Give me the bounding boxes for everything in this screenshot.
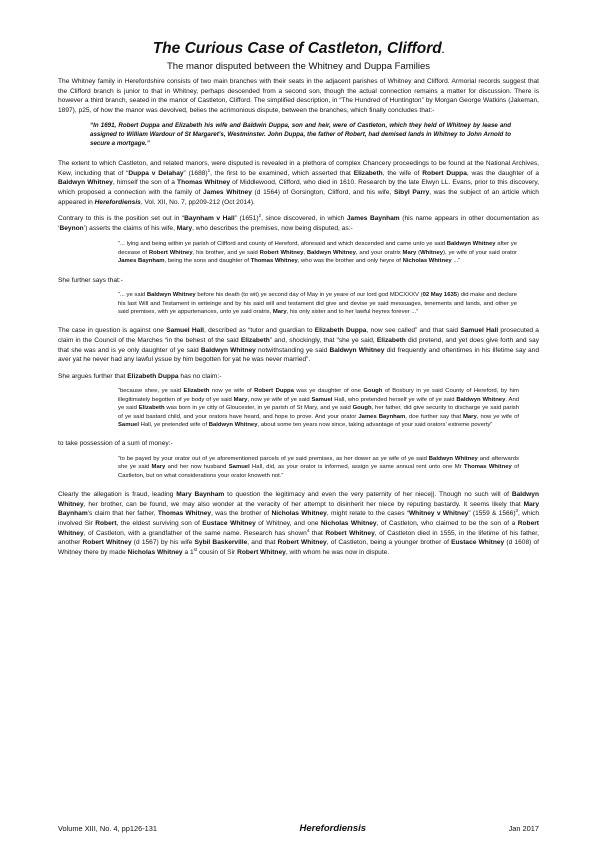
paragraph-no-claim: She argues further that Elizabeth Duppa has no claim:- xyxy=(58,372,222,380)
page-title: The Curious Case of Castleton, Clifford. xyxy=(152,40,445,57)
paragraph-baynham-v-hall: Contrary to this is the position set out in “Baynham v Hall” $(1651)^2$, since discovered, in which James Baynham (his name appears in other documentation as ‘Beynon’) asserts the claims of his wife, Mary, who describes the premises, now being disputed, as:- xyxy=(58,212,540,232)
page-footer xyxy=(58,823,539,834)
paragraph-sum-of-money: to take possession of a sum of money:- xyxy=(58,440,173,448)
footer-volume: Volume XIII, No. 4, pp126-131 xyxy=(58,824,158,833)
page-subtitle: The manor disputed between the Whitney and Duppa Families xyxy=(167,61,430,72)
paragraph-intro: The Whitney family in Herefordshire consists of two main branches with their seats in the adjacent parishes of Whitney and Clifford. Armorial records suggest that the Clifford branch is junior to that in Whitney, perhaps descended from a second son, though the actual connection remains a matter for discussion. There is however a third branch, seated in the manor of Castleton, Clifford. The simplified description, in “The Hundred of Huntington” by Morgan George Watkins (Jakeman, 1897), p25, of how the manor was devolved, belies the acrimonious dispute, between the branches, which finally concludes that:- xyxy=(58,78,539,114)
quote-premises: “... lying and being within ye parish of Clifford and county of Hereford, aforesaid and which descended and came unto ye said Baldwyn Whitney after ye decease of Robert Whitney, his brother, and ye said Robert Whitney, Baldwyn Whitney, and your oratrix Mary (Whitney), ye wife of your said orator James Baynham, being the sons and daughter of Thomas Whitney, who was the brother and only heyre of Nicholas Whitney ...” xyxy=(118,241,517,265)
paragraph-samuel-hall: The case in question is against one Samuel Hall, described as “tutor and guardian to Elizabeth Duppa, now see called” and that said Samuel Hall prosecuted a claim in the Council of the Marches “in the behest of the said Elizabeth” and, shockingly, that “she ye said, Elizabeth did pretend, and yet does give forth and say that she was and is ye only daughter of ye said Baldwyn Whitney notwithstanding ye said Baldwyn Whitney did frequently and oftentimes in his lifetime say and aver yat he never had any lawful yssue by him begotten for yat he was never married”. xyxy=(58,327,539,364)
quote-will: “... ye said Baldwyn Whitney before his death (to wit) ye second day of May in ye yeare of our lord god MDCXXXV (02 May 1635) did make and declare his last Will and Testament in writeinge and by his said will and testament did give and devise ye said messuages, tenements and lands, and other ye said premises, with ye appurtenances, unto ye said oratrix, Mary, his only sister and to her lawful heyres forever ...” xyxy=(118,292,518,315)
quote-gough: “because shee, ye said Elizabeth now ye wife of Robert Duppa was ye daughter of one Gough of Bosbury in ye said County of Hereford, by him illegitimately begotten of ye body of ye said Mary, now ye wife of ye said Samuel Hall, who pretended herself ye wife of ye said Baldwyn Whitney. And ye said Elizabeth was born in ye citty of Gloucester, in ye parish of St Mary, and ye said Gough, her father, did give security to discharge ye said parish of ye said bastard child, and your orators have heard, and hope to prove. And your orator James Baynham, doe further say that Mary, now ye wife of Samuel Hall, ye pretended wife of Baldwyn Whitney, about some ten years now since, taking advantage of your said orators’ extreme poverty” xyxy=(118,388,520,428)
quote-dower: “to be payed by your orator out of ye aforementioned parcels of ye said premises, as her dower as ye wife of ye said Baldwyn Whitney and afterwards she ye said Mary and her now husband Samuel Hall, did, as your orator is informed, assign ye same annual rent unto one Mr Thomas Whitney of Castleton, but on what considerations your orator knoweth not.” xyxy=(118,455,519,479)
paragraph-duppa-v-delahay: The extent to which Castleton, and related manors, were disputed is revealed in a plethora of complex Chancery proceedings to be found at the National Archives, Kew, including that of “Duppa v Delahay” $(1688)^1$, the first to be examined, which asserted that Elizabeth, the wife of Robert Duppa, was the daughter of a Baldwyn Whitney, himself the son of a Thomas Whitney of Middlewood, Clifford, who died in 1610. Research by the late Elwyn LL. Evans, prior to this discovery, which proposed a connection with the family of James Whitney (d 1564) of Gorsington, Clifford, and his wife, Sibyl Parry, was the subject of an article which appeared in Herefordiensis, Vol. XII, No. 7, pp209-212 (Oct 2014). xyxy=(58,160,540,206)
footer-journal: Herefordiensis xyxy=(299,823,367,834)
paragraph-fraud: Clearly the allegation is fraud, leading Mary Baynham to question the legitimacy and even the very paternity of her niece||. Though no such will of Baldwyn Whitney, her brother, can be found, we may also wonder at the veracity of her attempt to disinherit her niece by reputing bastardy. It seems likely that Mary Baynham’s claim that her father, Thomas Whitney, was the brother of Nicholas Whitney, might relate to the cases “Whitney v Whitney” (1559 & 1566)$^3$, which involved Sir Robert, the eldest surviving son of Eustace Whitney of Whitney, and one Nicholas Whitney, of Castleton, who claimed to be the son of a Robert Whitney, of Castleton, with a grandfather of the same name. Research has shown$^4$ that Robert Whitney, of Castleton died in 1555, in the lifetime of his father, another Robert Whitney (d 1567) by his wife Sybil Baskerville, and that Robert Whitney, of Castleton, being a younger brother of Eustace Whitney (d 1608) of Whitney there by made Nicholas Whitney a 1st cousin of Sir Robert Whitney, with whom he was now in dispute. xyxy=(58,491,539,556)
paragraph-further-says: She further says that:- xyxy=(58,276,123,284)
footer-date: Jan 2017 xyxy=(508,824,539,833)
quote-watkins: “In 1691, Robert Duppa and Elizabeth his wife and Baldwin Duppa, son and heir, were of Castleton, which they held of Whitney by lease and assigned to William Wardour of St Margaret’s, Westminster. John Duppa, the father of Robert, had demised lands in Whitney to John Arnold to secure a mortgage.” xyxy=(90,122,511,147)
